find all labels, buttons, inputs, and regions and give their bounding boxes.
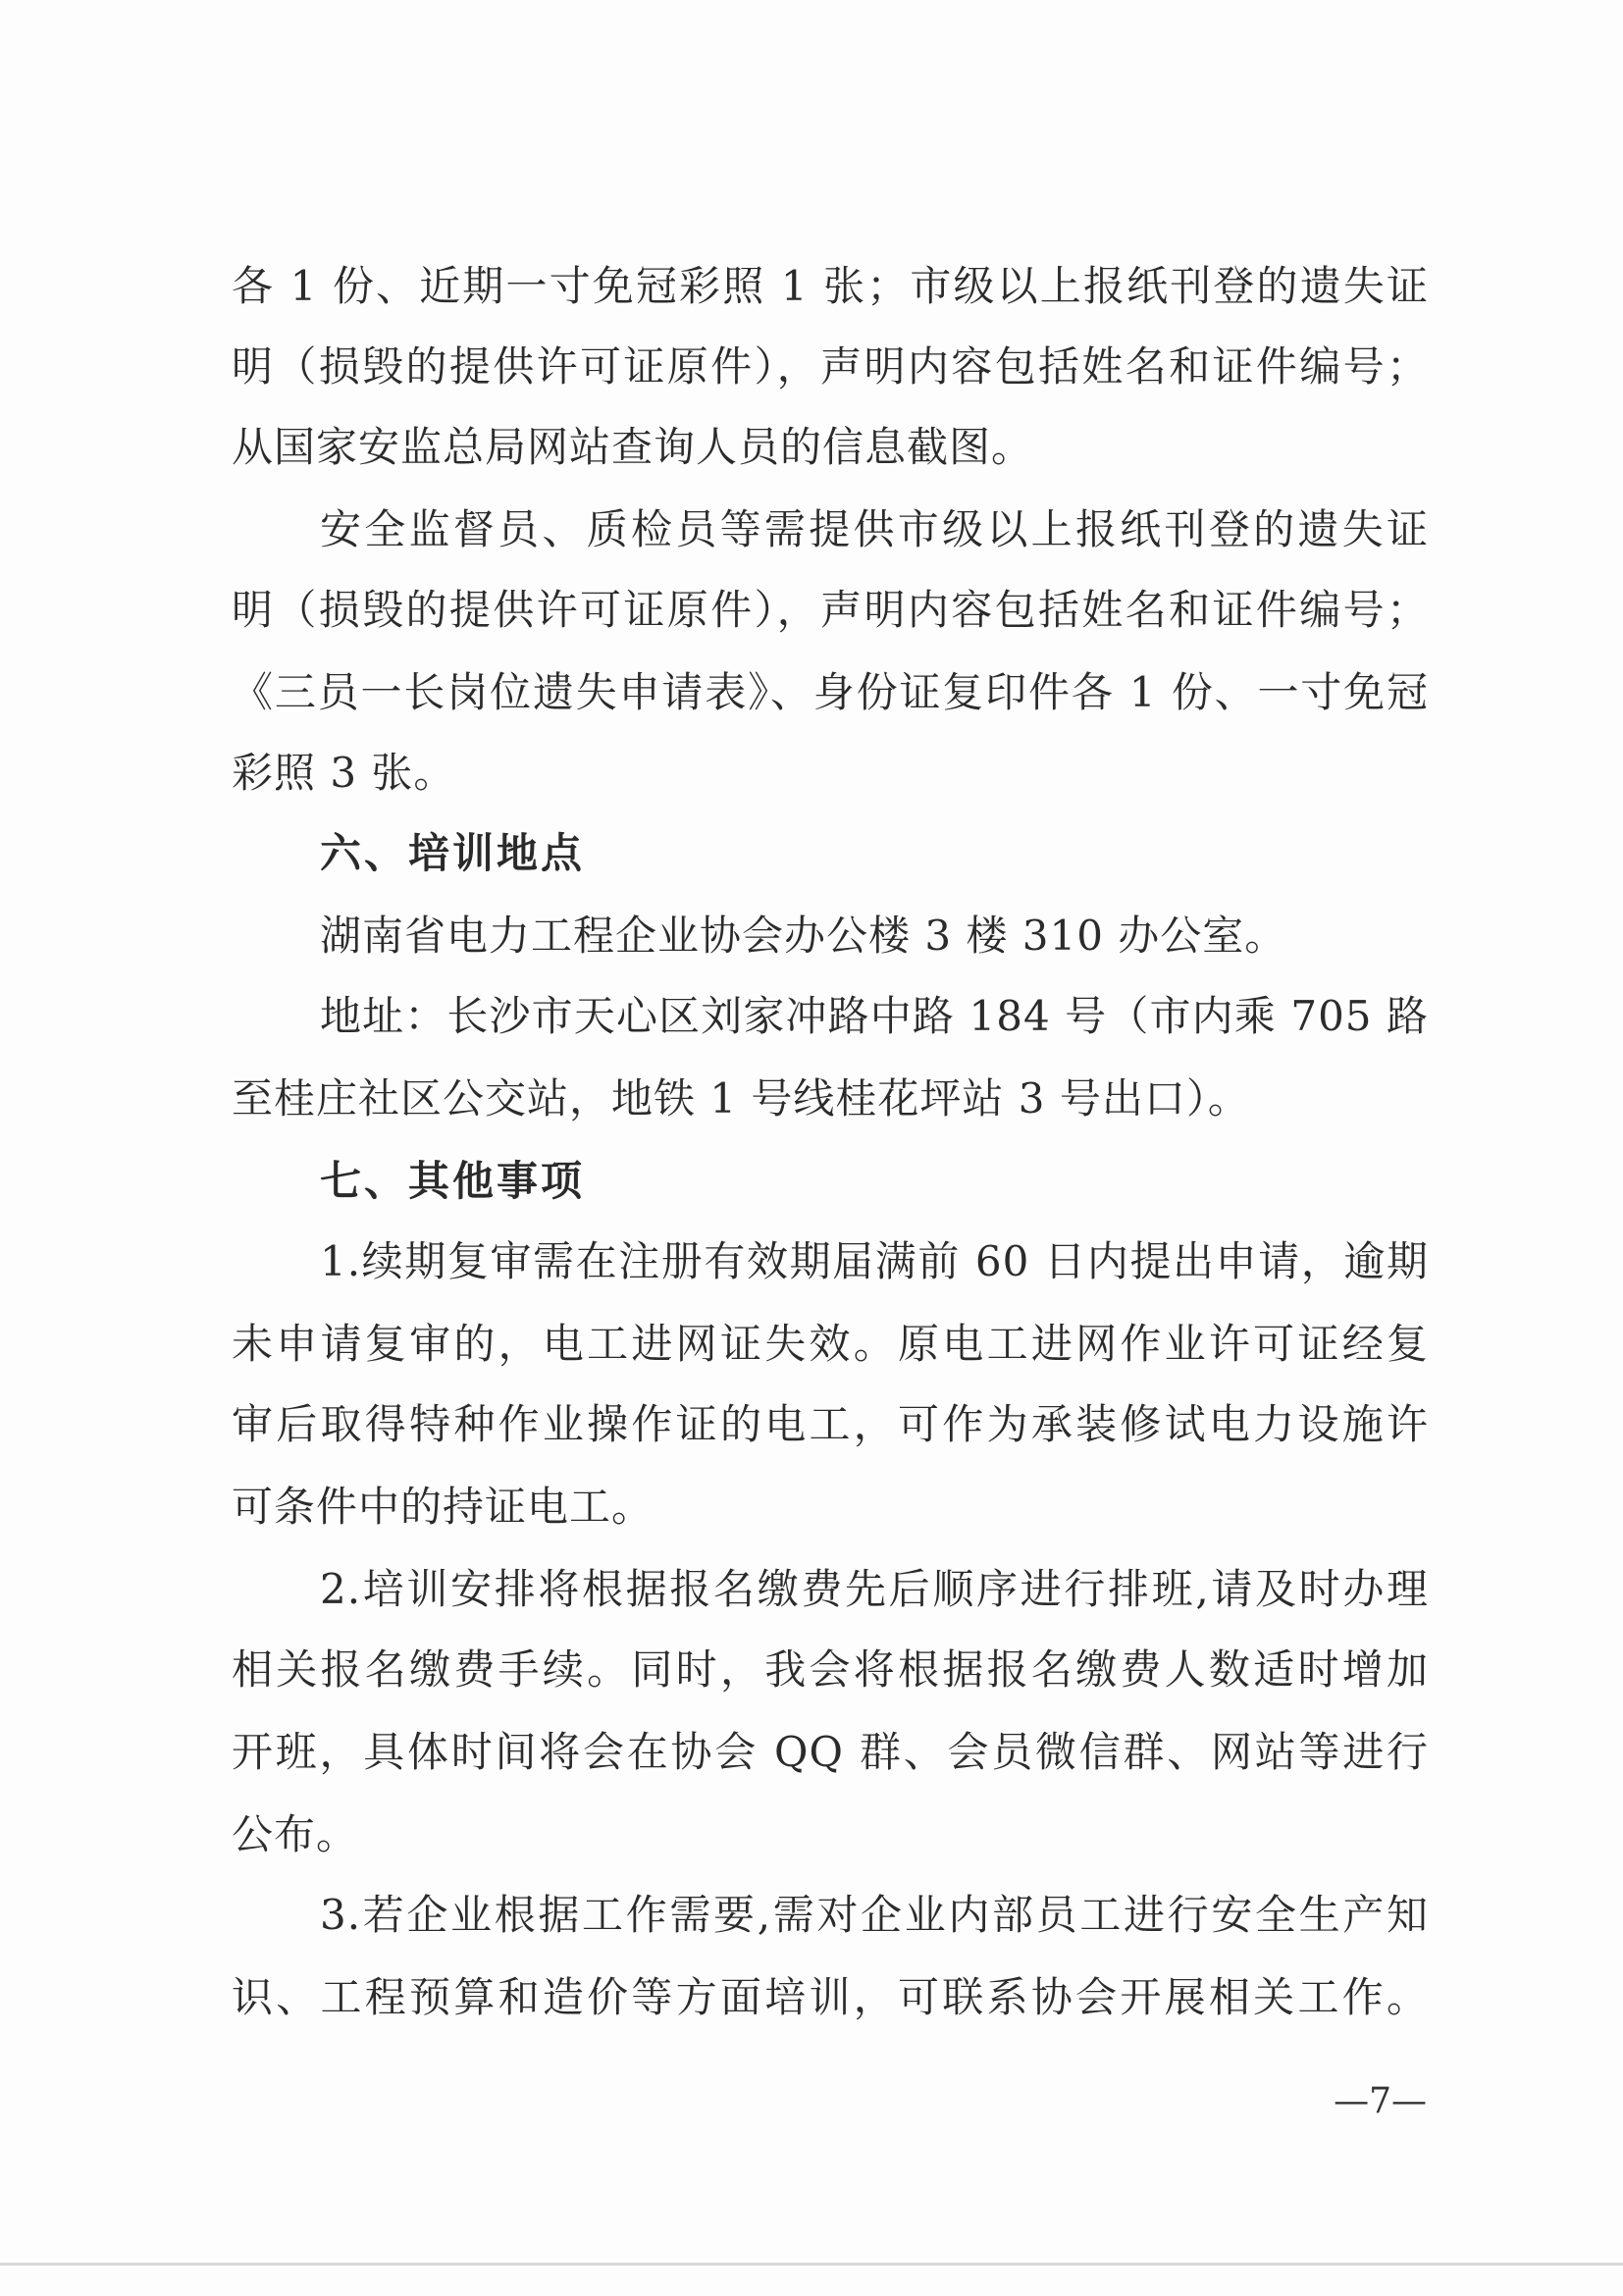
item-line: 2.培训安排将根据报名缴费先后顺序进行排班,请及时办理 bbox=[320, 1565, 1429, 1613]
paragraph-line: 各 1 份、近期一寸免冠彩照 1 张；市级以上报纸刊登的遗失证 bbox=[232, 262, 1429, 310]
item-line: 未申请复审的，电工进网证失效。原电工进网作业许可证经复 bbox=[232, 1320, 1429, 1368]
item-line: 开班，具体时间将会在协会 QQ 群、会员微信群、网站等进行 bbox=[232, 1728, 1429, 1776]
item-line: 相关报名缴费手续。同时，我会将根据报名缴费人数适时增加 bbox=[232, 1645, 1429, 1694]
paragraph-line: 明（损毁的提供许可证原件），声明内容包括姓名和证件编号； bbox=[232, 586, 1429, 634]
item-line: 可条件中的持证电工。 bbox=[232, 1483, 654, 1531]
item-line: 识、工程预算和造价等方面培训，可联系协会开展相关工作。 bbox=[232, 1973, 1429, 2021]
item-line: 审后取得特种作业操作证的电工，可作为承装修试电力设施许 bbox=[232, 1400, 1429, 1448]
address-line: 至桂庄社区公交站，地铁 1 号线桂花坪站 3 号出口）。 bbox=[232, 1074, 1250, 1122]
paragraph-line: 从国家安监总局网站查询人员的信息截图。 bbox=[232, 423, 1034, 471]
section-heading-training-location: 六、培训地点 bbox=[320, 829, 586, 877]
scan-edge-divider bbox=[0, 2263, 1623, 2266]
paragraph-line: 《三员一长岗位遗失申请表》、身份证复印件各 1 份、一寸免冠 bbox=[232, 668, 1429, 716]
location-line: 湖南省电力工程企业协会办公楼 3 楼 310 办公室。 bbox=[320, 912, 1287, 960]
paragraph-line: 安全监督员、质检员等需提供市级以上报纸刊登的遗失证 bbox=[320, 505, 1429, 553]
address-line: 地址：长沙市天心区刘家冲路中路 184 号（市内乘 705 路 bbox=[320, 992, 1429, 1040]
item-line: 公布。 bbox=[232, 1810, 359, 1858]
item-line: 1.续期复审需在注册有效期届满前 60 日内提出申请，逾期 bbox=[320, 1237, 1429, 1285]
page-number: —7— bbox=[1334, 2081, 1427, 2121]
section-heading-other-matters: 七、其他事项 bbox=[320, 1157, 586, 1205]
item-line: 3.若企业根据工作需要,需对企业内部员工进行安全生产知 bbox=[320, 1891, 1429, 1939]
paragraph-line: 彩照 3 张。 bbox=[232, 749, 456, 797]
paragraph-line: 明（损毁的提供许可证原件），声明内容包括姓名和证件编号； bbox=[232, 342, 1429, 391]
